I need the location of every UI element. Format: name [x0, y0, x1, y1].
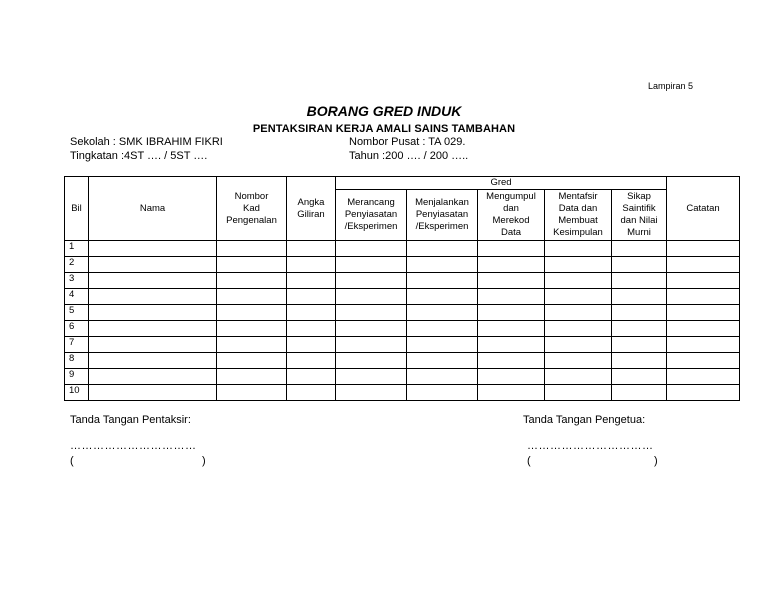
- table-row: [65, 385, 740, 401]
- table-cell: [478, 369, 545, 385]
- row-number: 6: [65, 321, 89, 337]
- table-cell: [545, 257, 612, 273]
- form-title: BORANG GRED INDUK: [306, 103, 462, 119]
- table-cell: [89, 241, 217, 257]
- table-cell: [612, 369, 667, 385]
- table-cell: [612, 385, 667, 401]
- header-bil: Bil: [65, 177, 89, 241]
- table-cell: [287, 289, 336, 305]
- table-cell: [217, 257, 287, 273]
- table-cell: [667, 305, 740, 321]
- row-number: 1: [65, 241, 89, 257]
- table-cell: [667, 385, 740, 401]
- table-cell: [478, 305, 545, 321]
- pentaksir-name-open-paren: (: [70, 455, 74, 467]
- pentaksir-name-close-paren: ): [202, 455, 206, 467]
- table-cell: [217, 385, 287, 401]
- table-cell: [612, 241, 667, 257]
- table-cell: [336, 321, 407, 337]
- header-catatan: Catatan: [667, 177, 740, 241]
- header-mengumpul: Mengumpul dan Merekod Data: [478, 190, 545, 241]
- pengetua-name-open-paren: (: [527, 455, 531, 467]
- table-row: [65, 369, 740, 385]
- row-number: 10: [65, 385, 89, 401]
- table-cell: [478, 321, 545, 337]
- pengetua-name-close-paren: ): [654, 455, 658, 467]
- table-cell: [336, 369, 407, 385]
- table-cell: [287, 257, 336, 273]
- table-cell: [89, 337, 217, 353]
- table-cell: [217, 241, 287, 257]
- table-cell: [667, 321, 740, 337]
- table-cell: [407, 257, 478, 273]
- table-cell: [667, 257, 740, 273]
- table-cell: [612, 321, 667, 337]
- table-cell: [612, 257, 667, 273]
- header-mentafsir: Mentafsir Data dan Membuat Kesimpulan: [545, 190, 612, 241]
- tingkatan-field: Tingkatan :4ST …. / 5ST ….: [70, 150, 208, 162]
- table-cell: [545, 385, 612, 401]
- table-cell: [336, 273, 407, 289]
- table-cell: [407, 321, 478, 337]
- table-cell: [667, 353, 740, 369]
- row-number: 4: [65, 289, 89, 305]
- table-cell: [545, 369, 612, 385]
- row-number: 3: [65, 273, 89, 289]
- lampiran-label: Lampiran 5: [648, 81, 694, 91]
- tahun-field: Tahun :200 …. / 200 …..: [349, 150, 469, 162]
- table-cell: [336, 337, 407, 353]
- table-cell: [89, 257, 217, 273]
- table-cell: [667, 289, 740, 305]
- table-cell: [89, 289, 217, 305]
- row-number: 8: [65, 353, 89, 369]
- table-cell: [407, 353, 478, 369]
- row-number: 9: [65, 369, 89, 385]
- table-cell: [89, 369, 217, 385]
- table-cell: [336, 353, 407, 369]
- table-cell: [407, 337, 478, 353]
- table-cell: [407, 305, 478, 321]
- form-subtitle: PENTAKSIRAN KERJA AMALI SAINS TAMBAHAN: [252, 123, 516, 135]
- table-cell: [217, 273, 287, 289]
- table-cell: [336, 257, 407, 273]
- row-number: 7: [65, 337, 89, 353]
- gred-table: [64, 176, 740, 401]
- table-cell: [545, 305, 612, 321]
- table-cell: [612, 273, 667, 289]
- header-menjalankan: Menjalankan Penyiasatan /Eksperimen: [407, 190, 478, 241]
- header-sikap: Sikap Saintifik dan Nilai Murni: [612, 190, 667, 241]
- table-cell: [667, 273, 740, 289]
- nombor-pusat-field: Nombor Pusat : TA 029.: [349, 136, 466, 148]
- table-cell: [287, 321, 336, 337]
- table-row: [65, 305, 740, 321]
- row-number: 5: [65, 305, 89, 321]
- table-cell: [287, 385, 336, 401]
- table-cell: [545, 273, 612, 289]
- table-cell: [287, 337, 336, 353]
- table-cell: [545, 321, 612, 337]
- table-cell: [478, 273, 545, 289]
- table-row: [65, 337, 740, 353]
- table-cell: [407, 369, 478, 385]
- table-row: [65, 257, 740, 273]
- table-cell: [217, 337, 287, 353]
- table-cell: [545, 241, 612, 257]
- table-cell: [478, 241, 545, 257]
- table-cell: [407, 273, 478, 289]
- header-nombor-kad: Nombor Kad Pengenalan: [217, 177, 287, 241]
- table-cell: [478, 353, 545, 369]
- pentaksir-signature-label: Tanda Tangan Pentaksir:: [70, 414, 191, 426]
- table-cell: [89, 321, 217, 337]
- table-cell: [89, 385, 217, 401]
- table-cell: [407, 241, 478, 257]
- table-cell: [89, 353, 217, 369]
- pentaksir-signature-line: ……………………………: [70, 440, 197, 452]
- header-angka-giliran: Angka Giliran: [287, 177, 336, 241]
- table-cell: [217, 289, 287, 305]
- table-row: [65, 273, 740, 289]
- table-row: [65, 289, 740, 305]
- table-cell: [217, 321, 287, 337]
- table-cell: [407, 289, 478, 305]
- table-cell: [667, 337, 740, 353]
- table-cell: [336, 385, 407, 401]
- table-cell: [89, 305, 217, 321]
- header-gred: Gred: [336, 177, 667, 190]
- table-cell: [287, 305, 336, 321]
- table-cell: [336, 241, 407, 257]
- table-row: [65, 353, 740, 369]
- table-cell: [545, 353, 612, 369]
- table-cell: [612, 289, 667, 305]
- table-cell: [478, 385, 545, 401]
- header-nama: Nama: [89, 177, 217, 241]
- table-cell: [217, 353, 287, 369]
- table-cell: [287, 369, 336, 385]
- table-cell: [336, 289, 407, 305]
- table-cell: [478, 289, 545, 305]
- table-cell: [478, 337, 545, 353]
- table-cell: [612, 305, 667, 321]
- header-merancang: Merancang Penyiasatan /Eksperimen: [336, 190, 407, 241]
- table-cell: [217, 305, 287, 321]
- table-cell: [287, 241, 336, 257]
- table-cell: [336, 305, 407, 321]
- table-cell: [667, 369, 740, 385]
- pengetua-signature-label: Tanda Tangan Pengetua:: [523, 414, 646, 426]
- sekolah-field: Sekolah : SMK IBRAHIM FIKRI: [70, 136, 223, 148]
- pengetua-signature-line: ……………………………: [527, 440, 654, 452]
- table-cell: [667, 241, 740, 257]
- table-cell: [545, 337, 612, 353]
- table-cell: [287, 273, 336, 289]
- table-row: [65, 241, 740, 257]
- row-number: 2: [65, 257, 89, 273]
- table-cell: [478, 257, 545, 273]
- table-cell: [217, 369, 287, 385]
- table-cell: [407, 385, 478, 401]
- table-cell: [545, 289, 612, 305]
- table-cell: [612, 337, 667, 353]
- table-cell: [89, 273, 217, 289]
- table-cell: [612, 353, 667, 369]
- table-cell: [287, 353, 336, 369]
- table-row: [65, 321, 740, 337]
